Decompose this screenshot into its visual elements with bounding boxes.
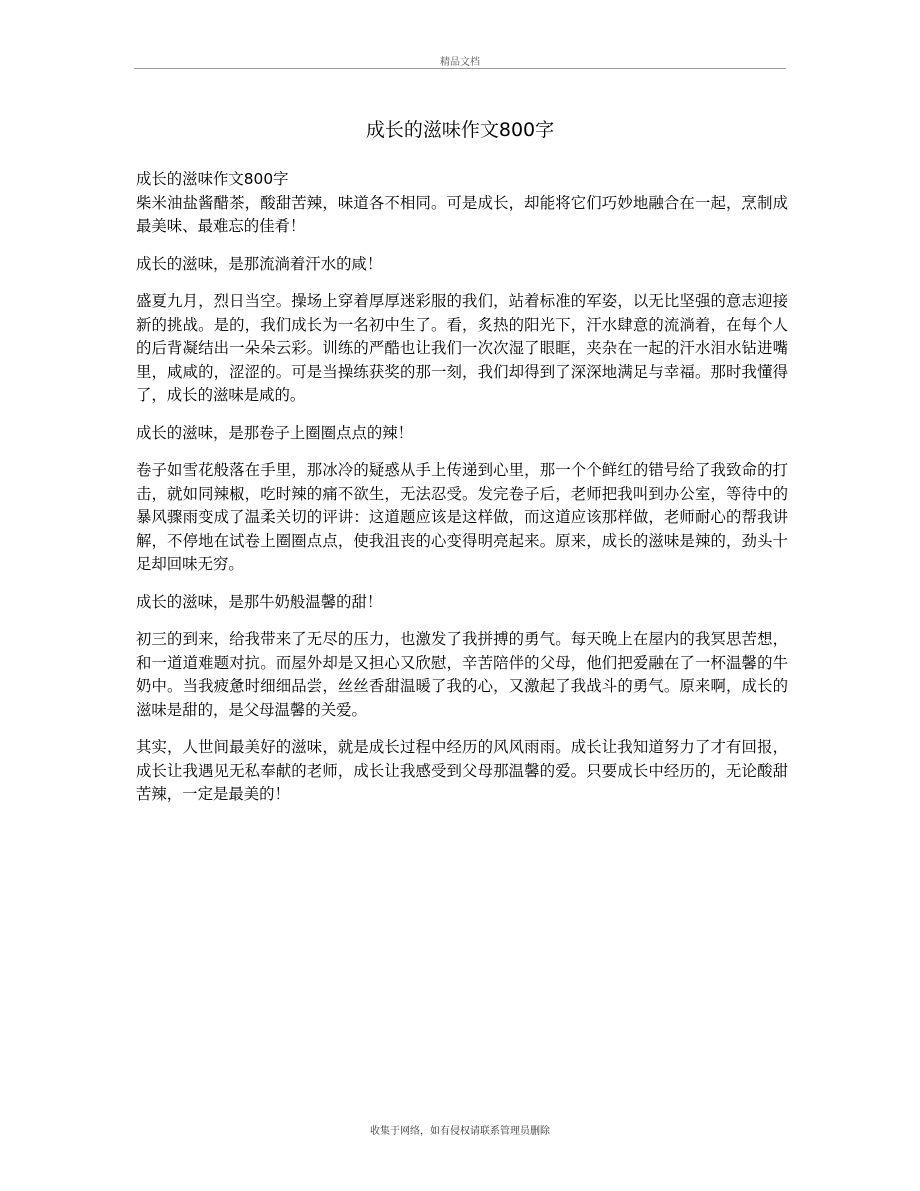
paragraph-conclusion: 其实，人世间最美好的滋味，就是成长过程中经历的风风雨雨。成长让我知道努力了才有回报，成长让我遇见无私奉献的老师，成长让我感受到父母那温馨的爱。只要成长中经历的，无论酸甜苦辣，一定是最美的！ <box>136 738 788 803</box>
section-heading-salty: 成长的滋味，是那流淌着汗水的咸！ <box>136 254 383 273</box>
section-heading-sweet: 成长的滋味，是那牛奶般温馨的甜！ <box>136 592 383 611</box>
document-subtitle: 成长的滋味作文800字 <box>136 170 289 188</box>
paragraph-salty: 盛夏九月，烈日当空。操场上穿着厚厚迷彩服的我们，站着标准的军姿，以无比坚强的意志迎接新的挑战。是的，我们成长为一名初中生了。看，炙热的阳光下，汗水肆意的流淌着，在每个人的后背凝结出一朵朵云彩。训练的严酷也让我们一次次湿了眼眶，夹杂在一起的汗水泪水钻进嘴里，咸咸的，涩涩的。可是当操练获奖的那一刻，我们却得到了深深地满足与幸福。那时我懂得了，成长的滋味是咸的。 <box>136 292 788 404</box>
paragraph-intro: 柴米油盐酱醋茶，酸甜苦辣，味道各不相同。可是成长，却能将它们巧妙地融合在一起，烹制成最美味、最难忘的佳肴！ <box>136 193 788 235</box>
header-divider <box>134 68 786 69</box>
page-footer: 收集于网络，如有侵权请联系管理员删除 <box>370 1126 550 1137</box>
paragraph-spicy: 卷子如雪花般落在手里，那冰冷的疑惑从手上传递到心里，那一个个鲜红的错号给了我致命的打击，就如同辣椒，吃时辣的痛不欲生，无法忍受。发完卷子后，老师把我叫到办公室，等待中的暴风骤雨变成了温柔关切的评讲：这道题应该是这样做，而这道应该那样做，老师耐心的帮我讲解，不停地在试卷上圈圈点点，使我沮丧的心变得明亮起来。原来，成长的滋味是辣的，劲头十足却回味无穷。 <box>136 461 788 573</box>
section-heading-spicy: 成长的滋味，是那卷子上圈圈点点的辣！ <box>136 423 414 442</box>
paragraph-sweet: 初三的到来，给我带来了无尽的压力，也激发了我拼搏的勇气。每天晚上在屋内的我冥思苦想，和一道道难题对抗。而屋外却是又担心又欣慰，辛苦陪伴的父母，他们把爱融在了一杯温馨的牛奶中。当我疲惫时细细品尝，丝丝香甜温暖了我的心，又激起了我战斗的勇气。原来啊，成长的滋味是甜的，是父母温馨的关爱。 <box>136 630 788 719</box>
document-title: 成长的滋味作文800字 <box>365 119 555 141</box>
document-body <box>136 168 788 821</box>
page-header: 精品文档 <box>440 57 480 68</box>
